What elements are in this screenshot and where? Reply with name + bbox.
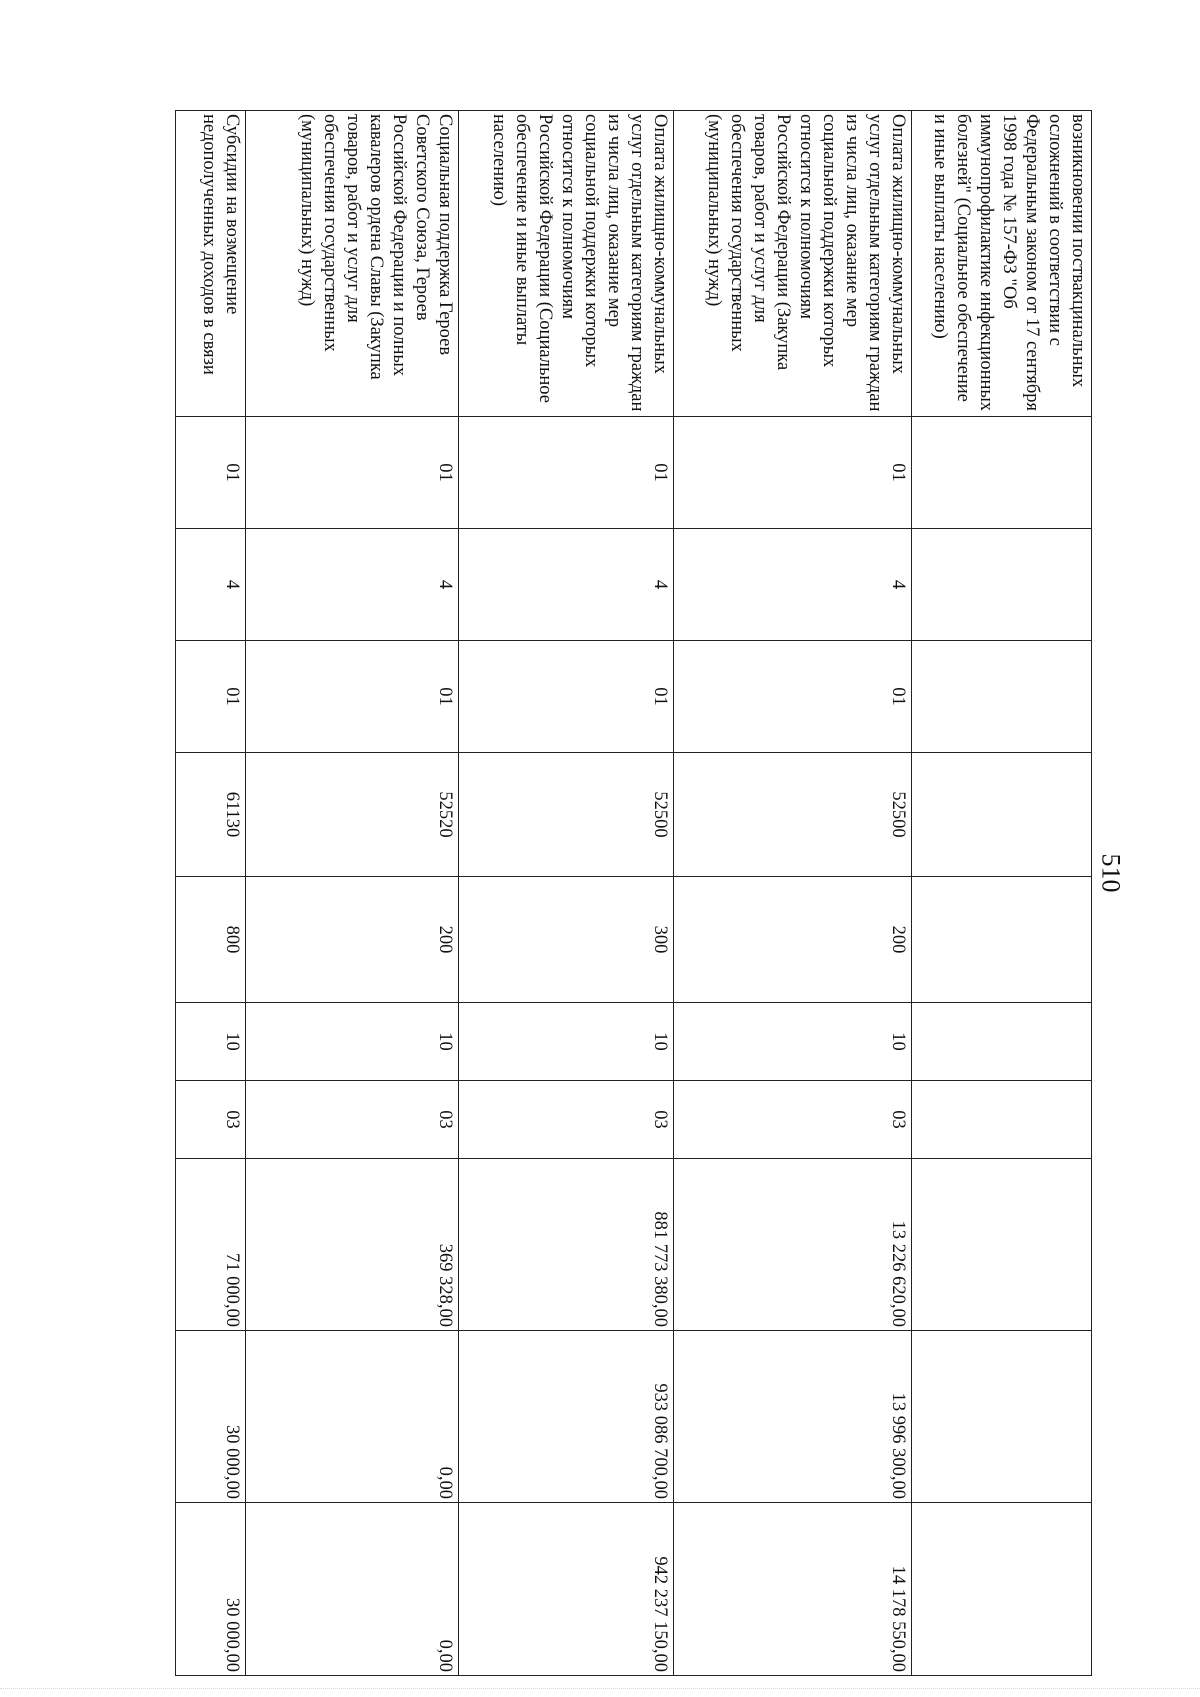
- amount-year1-cell: 369 328,00: [246, 1159, 459, 1331]
- amount-year3-cell: 942 237 150,00: [459, 1503, 674, 1676]
- amount-year2-cell: 933 086 700,00: [459, 1331, 674, 1503]
- budget-table: [175, 110, 1092, 1676]
- table-row: [912, 111, 1092, 1676]
- section-code-cell: 10: [246, 1003, 459, 1081]
- amount-year1-cell: 881 773 380,00: [459, 1159, 674, 1331]
- program-code-cell: 01: [246, 417, 459, 529]
- main-measure-code-cell: [912, 641, 1092, 753]
- expense-type-cell: 800: [176, 877, 246, 1003]
- amount-year3-cell: 30 000,00: [176, 1503, 246, 1676]
- row-name-cell: Оплата жилищно-коммунальных услуг отдельным категориям граждан из числа лиц, оказание мер социальной поддержки которых относится к полномочиям Российской Федерации (Социальное обеспечение и иные выплаты населению): [459, 111, 674, 417]
- main-measure-code-cell: 01: [176, 641, 246, 753]
- main-measure-code-cell: 01: [246, 641, 459, 753]
- budget-table-rotated: [122, 110, 1092, 1675]
- amount-year1-cell: 13 226 620,00: [674, 1159, 912, 1331]
- amount-year2-cell: [912, 1331, 1092, 1503]
- table-row: [459, 111, 674, 1676]
- amount-year2-cell: 30 000,00: [176, 1331, 246, 1503]
- section-code-cell: [912, 1003, 1092, 1081]
- section-code-cell: 10: [674, 1003, 912, 1081]
- scan-footer-line: [0, 1688, 1200, 1690]
- subsection-code-cell: 03: [459, 1081, 674, 1159]
- subsection-code-cell: 03: [674, 1081, 912, 1159]
- subprogram-code-cell: 4: [176, 529, 246, 641]
- program-code-cell: 01: [674, 417, 912, 529]
- direction-code-cell: 52500: [674, 753, 912, 877]
- expense-type-cell: 200: [674, 877, 912, 1003]
- subsection-code-cell: 03: [176, 1081, 246, 1159]
- program-code-cell: [912, 417, 1092, 529]
- amount-year3-cell: 14 178 550,00: [674, 1503, 912, 1676]
- main-measure-code-cell: 01: [674, 641, 912, 753]
- subprogram-code-cell: 4: [459, 529, 674, 641]
- amount-year1-cell: [912, 1159, 1092, 1331]
- table-row: [246, 111, 459, 1676]
- row-name-cell: Субсидии на возмещение недополученных доходов в связи: [176, 111, 246, 417]
- direction-code-cell: 52520: [246, 753, 459, 877]
- direction-code-cell: 52500: [459, 753, 674, 877]
- subprogram-code-cell: [912, 529, 1092, 641]
- table-row: [674, 111, 912, 1676]
- program-code-cell: 01: [176, 417, 246, 529]
- amount-year2-cell: 13 996 300,00: [674, 1331, 912, 1503]
- expense-type-cell: 200: [246, 877, 459, 1003]
- amount-year2-cell: 0,00: [246, 1331, 459, 1503]
- direction-code-cell: 61130: [176, 753, 246, 877]
- subsection-code-cell: 03: [246, 1081, 459, 1159]
- section-code-cell: 10: [176, 1003, 246, 1081]
- row-name-cell: Оплата жилищно-коммунальных услуг отдельным категориям граждан из числа лиц, оказание мер социальной поддержки которых относится к полномочиям Российской Федерации (Закупка товаров, работ и услуг для обеспечения государственных (муниципальных) нужд): [674, 111, 912, 417]
- expense-type-cell: 300: [459, 877, 674, 1003]
- page-number: 510: [1096, 853, 1126, 893]
- amount-year3-cell: [912, 1503, 1092, 1676]
- program-code-cell: 01: [459, 417, 674, 529]
- main-measure-code-cell: 01: [459, 641, 674, 753]
- direction-code-cell: [912, 753, 1092, 877]
- table-row: [176, 111, 246, 1676]
- amount-year3-cell: 0,00: [246, 1503, 459, 1676]
- subprogram-code-cell: 4: [674, 529, 912, 641]
- subsection-code-cell: [912, 1081, 1092, 1159]
- budget-table-container: [122, 110, 1092, 1675]
- section-code-cell: 10: [459, 1003, 674, 1081]
- subprogram-code-cell: 4: [246, 529, 459, 641]
- row-name-cell: Социальная поддержка Героев Советского Союза, Героев Российской Федерации и полных кавалеров ордена Славы (Закупка товаров, работ и услуг для обеспечения государственных (муниципальных) нужд): [246, 111, 459, 417]
- amount-year1-cell: 71 000,00: [176, 1159, 246, 1331]
- expense-type-cell: [912, 877, 1092, 1003]
- row-name-cell: возникновении поствакцинальных осложнений в соответствии с Федеральным законом от 17 сентября 1998 года № 157-ФЗ "Об иммунопрофилактике инфекционных болезней" (Социальное обеспечение и иные выплаты населению): [912, 111, 1092, 417]
